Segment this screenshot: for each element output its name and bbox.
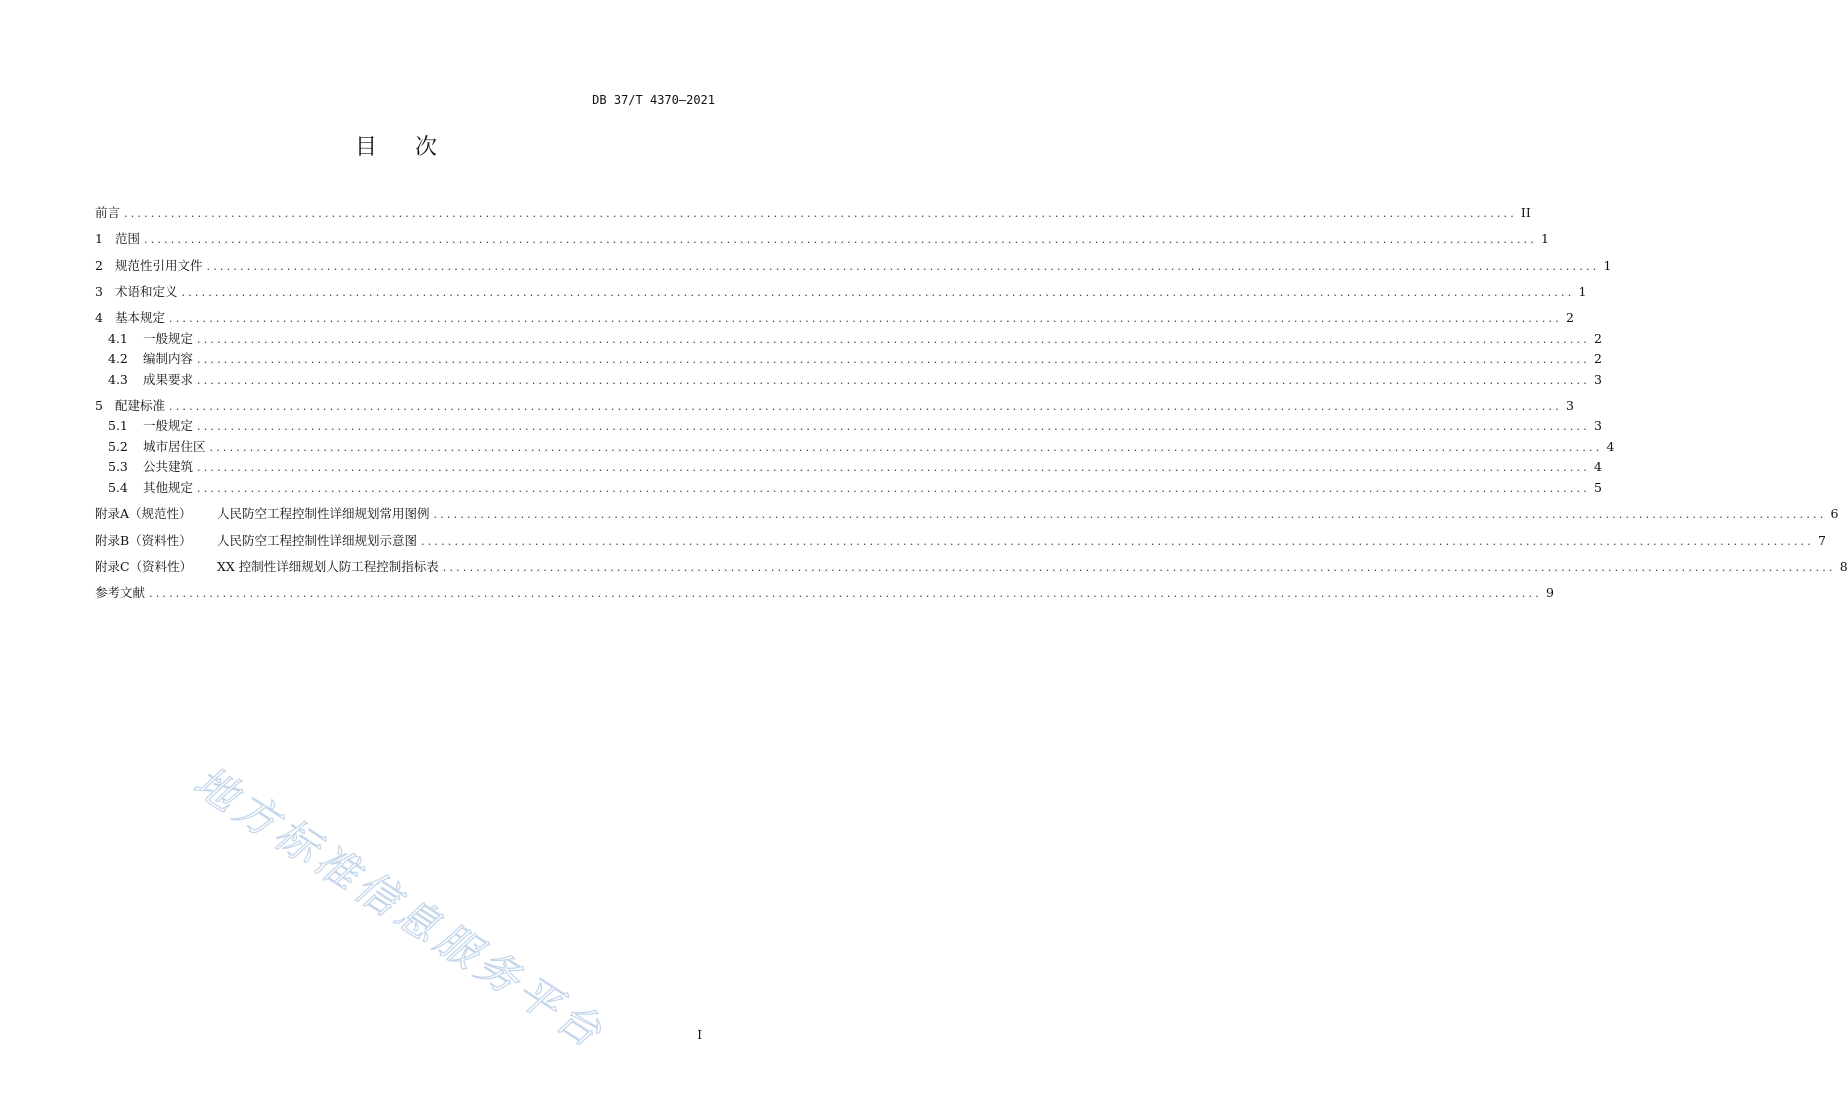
- toc-entry[interactable]: [95, 308, 1574, 329]
- toc-appendix-label: 附录C（资料性）: [95, 558, 193, 574]
- toc-dot-leader: ................................................................................................................................................................................................................: [206, 259, 1600, 273]
- toc-dot-leader: ................................................................................................................................................................................................................: [209, 440, 1603, 454]
- toc-entry-title: 公共建筑: [143, 459, 194, 475]
- toc-entry[interactable]: [95, 282, 1587, 303]
- toc-entry-title: XX 控制性详细规划人防工程控制指标表: [217, 558, 439, 574]
- toc-entry[interactable]: [95, 229, 1549, 250]
- toc-entry-title: 人民防空工程控制性详细规划常用图例: [217, 506, 430, 522]
- toc-entry-title: 前言: [95, 205, 121, 220]
- toc-entry-title: 配建标准: [115, 397, 166, 413]
- toc-page-number: 3: [1593, 418, 1602, 434]
- toc-section-number: 4: [95, 310, 103, 326]
- toc-entry[interactable]: [95, 437, 1615, 458]
- document-code: DB 37/T 4370—2021: [592, 93, 715, 107]
- toc-entry-title: 其他规定: [143, 479, 194, 495]
- toc-page-number: 2: [1593, 351, 1602, 367]
- toc-dot-leader: ................................................................................................................................................................................................................: [169, 312, 1562, 326]
- watermark: 地方标准信息服务平台: [185, 756, 615, 1060]
- toc-page-number: 2: [1593, 330, 1602, 346]
- toc-section-number: 5.4: [108, 479, 128, 495]
- toc-dot-leader: ................................................................................................................................................................................................................: [181, 285, 1575, 299]
- toc-entry-title: 规范性引用文件: [115, 257, 203, 273]
- toc-dot-leader: ................................................................................................................................................................................................................: [124, 207, 1517, 220]
- toc-entry[interactable]: [95, 504, 1839, 525]
- toc-dot-leader: ................................................................................................................................................................................................................: [433, 508, 1827, 522]
- toc-section-number: 5: [95, 397, 103, 413]
- toc-entry[interactable]: [95, 531, 1826, 552]
- toc-entry[interactable]: [95, 478, 1602, 499]
- toc-entry-title: 术语和定义: [115, 283, 178, 299]
- toc-dot-leader: ................................................................................................................................................................................................................: [197, 481, 1590, 495]
- toc-page-number: 3: [1565, 397, 1574, 413]
- toc-section-number: 5.3: [108, 459, 128, 475]
- toc-page-number: 5: [1593, 479, 1602, 495]
- toc-dot-leader: ................................................................................................................................................................................................................: [197, 353, 1590, 367]
- toc-entry[interactable]: [95, 370, 1602, 391]
- toc-entry-title: 一般规定: [143, 418, 194, 434]
- toc-appendix-label: 附录B（资料性）: [95, 532, 192, 548]
- toc-page-number: 6: [1830, 506, 1839, 522]
- toc-page-number: 1: [1603, 257, 1612, 273]
- toc-page-number: 2: [1565, 310, 1574, 326]
- toc-entry-title: 范围: [115, 231, 141, 247]
- toc-entry-title: 参考文献: [95, 585, 146, 601]
- toc-entry[interactable]: [95, 396, 1574, 417]
- toc-entry-title: 人民防空工程控制性详细规划示意图: [217, 532, 418, 548]
- toc-dot-leader: ................................................................................................................................................................................................................: [197, 420, 1590, 434]
- toc-page-number: 4: [1606, 438, 1615, 454]
- toc-dot-leader: ................................................................................................................................................................................................................: [442, 560, 1836, 574]
- toc-section-number: 5.1: [108, 418, 128, 434]
- toc-section-number: 5.2: [108, 438, 128, 454]
- toc-entry[interactable]: [95, 256, 1612, 277]
- page-title: 目次: [354, 135, 475, 160]
- toc-section-number: 4.1: [108, 330, 128, 346]
- toc-page-number: 3: [1593, 371, 1602, 387]
- page-number: I: [697, 1028, 702, 1042]
- toc-page-number: II: [1520, 205, 1531, 220]
- toc-entry[interactable]: [95, 457, 1602, 478]
- toc-dot-leader: ................................................................................................................................................................................................................: [144, 233, 1537, 247]
- toc-page-number: 7: [1817, 532, 1826, 548]
- table-of-contents: [95, 203, 1848, 604]
- toc-page-number: 1: [1578, 283, 1587, 299]
- toc-entry-title: 一般规定: [143, 330, 194, 346]
- toc-entry[interactable]: [95, 329, 1602, 350]
- toc-dot-leader: ................................................................................................................................................................................................................: [421, 534, 1814, 548]
- toc-entry-title: 编制内容: [143, 351, 194, 367]
- toc-section-number: 3: [95, 283, 103, 299]
- toc-dot-leader: ................................................................................................................................................................................................................: [197, 373, 1590, 387]
- toc-section-number: 4.3: [108, 371, 128, 387]
- toc-dot-leader: ................................................................................................................................................................................................................: [149, 587, 1542, 601]
- toc-section-number: 2: [95, 257, 103, 273]
- toc-entry[interactable]: [95, 416, 1602, 437]
- toc-dot-leader: ................................................................................................................................................................................................................: [197, 332, 1590, 346]
- toc-entry[interactable]: [95, 349, 1602, 370]
- toc-page-number: 9: [1545, 585, 1554, 601]
- toc-entry-title: 城市居住区: [143, 438, 206, 454]
- toc-dot-leader: ................................................................................................................................................................................................................: [197, 461, 1590, 475]
- toc-page-number: 1: [1540, 231, 1549, 247]
- toc-appendix-label: 附录A（规范性）: [95, 506, 192, 522]
- toc-dot-leader: ................................................................................................................................................................................................................: [169, 399, 1562, 413]
- toc-page-number: 8: [1839, 558, 1848, 574]
- toc-entry-title: 成果要求: [143, 371, 194, 387]
- toc-section-number: 1: [95, 231, 103, 247]
- toc-entry-title: 基本规定: [115, 310, 166, 326]
- toc-page-number: 4: [1593, 459, 1602, 475]
- toc-section-number: 4.2: [108, 351, 128, 367]
- toc-entry[interactable]: [95, 203, 1531, 224]
- toc-entry[interactable]: [95, 583, 1554, 604]
- toc-entry[interactable]: [95, 557, 1848, 578]
